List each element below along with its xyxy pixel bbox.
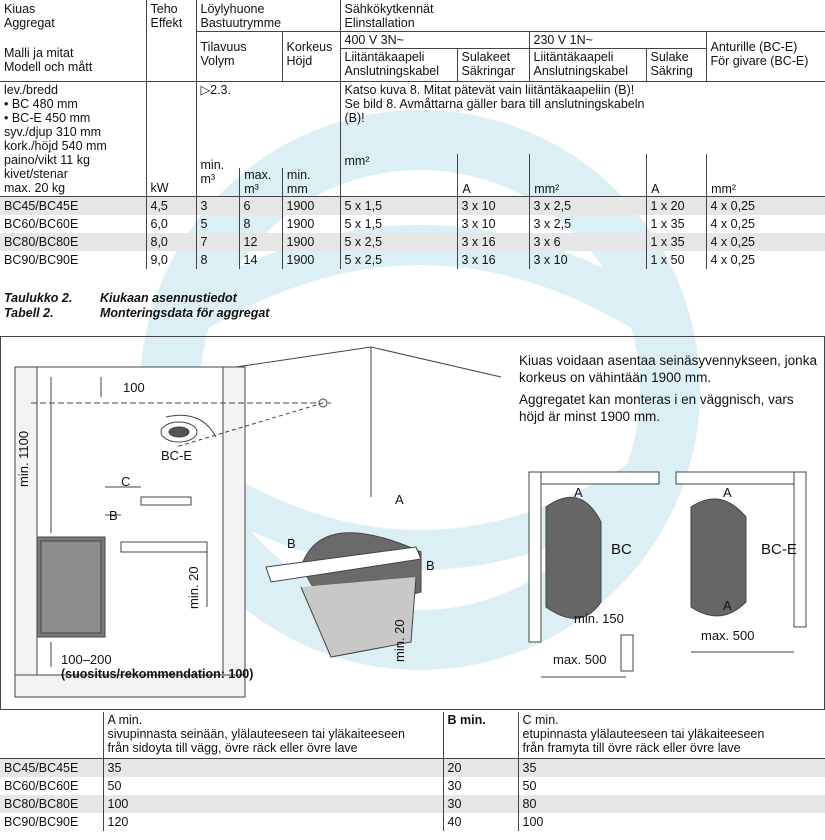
label-min-1100: min. 1100 <box>16 430 31 487</box>
table-cell: 1900 <box>282 251 340 269</box>
model-name-cell: BC60/BC60E <box>4 217 79 231</box>
model-dimensions: lev./bredd • BC 480 mm • BC-E 450 mm syv./djup 310 mm kork./höjd 540 mm paino/vikt 11 kg kivet/stenar max. 20 kg <box>4 83 107 195</box>
caption-fi-label: Taulukko 2. <box>4 291 73 305</box>
unit-vol-max: max. m³ <box>239 168 282 196</box>
table-cell: 4 x 0,25 <box>706 251 825 269</box>
table-row <box>0 795 825 813</box>
header-teho: Teho Effekt <box>150 2 183 30</box>
label-bc: BC <box>611 541 632 558</box>
table-cell: 5 <box>196 215 239 233</box>
label-b-1: B <box>109 508 118 523</box>
table-cell: 3 x 6 <box>529 233 646 251</box>
table-row <box>0 813 825 831</box>
table-row <box>0 197 825 216</box>
caption-sv-label: Tabell 2. <box>4 306 54 320</box>
table-cell: 4 x 0,25 <box>706 197 825 216</box>
model-name-cell: BC80/BC80E <box>0 795 103 813</box>
table-cell: 120 <box>103 813 443 831</box>
table-cell: 6 <box>239 197 282 216</box>
header-korkeus: Korkeus Höjd <box>286 40 333 68</box>
table-cell: 8 <box>196 251 239 269</box>
table-cell: 3 <box>196 197 239 216</box>
unit-height: min. mm <box>282 168 340 196</box>
table-cell: 3 x 10 <box>529 251 646 269</box>
table-cell: 5 x 2,5 <box>340 251 457 269</box>
table-cell: 30 <box>443 795 518 813</box>
table-cell: 50 <box>518 777 825 795</box>
label-bc-e-sensor: BC-E <box>161 448 193 463</box>
table-cell: 14 <box>239 251 282 269</box>
header-kaapeli-400: Liitäntäkaapeli Anslutningskabel <box>344 50 440 78</box>
unit-kw: kW <box>150 181 169 195</box>
model-name-cell: BC60/BC60E <box>4 779 79 793</box>
label-a-3: A <box>723 485 732 500</box>
table-cell: 3 x 16 <box>457 233 529 251</box>
label-bc-e: BC-E <box>761 541 797 558</box>
header-malli: Malli ja mitat Modell och mått <box>4 46 93 74</box>
table-cell: 50 <box>103 777 443 795</box>
unit-fuse-400: A <box>457 154 529 196</box>
table-cell: 1 x 35 <box>646 215 706 233</box>
label-max-500-a: max. 500 <box>553 652 607 667</box>
table-cell: 35 <box>518 759 825 778</box>
label-b-3: B <box>426 558 435 573</box>
table-cell: 12 <box>239 233 282 251</box>
label-min-20-a: min. 20 <box>186 566 201 609</box>
figure-text-fi: Kiuas voidaan asentaa seinäsyvennykseen, jonka korkeus on vähintään 1900 mm. <box>519 353 817 385</box>
table-cell: 9,0 <box>146 251 196 269</box>
label-100: 100 <box>123 380 145 395</box>
table-row <box>0 251 825 269</box>
model-name-cell: BC90/BC90E <box>4 253 79 267</box>
label-c: C <box>121 474 131 489</box>
table-caption <box>4 291 269 321</box>
table-cell: 7 <box>196 233 239 251</box>
table-row <box>0 759 825 778</box>
table-cell: 8,0 <box>146 233 196 251</box>
label-a-2: A <box>574 485 583 500</box>
header-sahko: Sähkökytkennät Elinstallation <box>344 2 434 30</box>
unit-vol-min: min. m³ <box>200 158 225 186</box>
table-cell: 5 x 1,5 <box>340 197 457 216</box>
table-cell: 100 <box>518 813 825 831</box>
cable-note: Katso kuva 8. Mitat pätevät vain liitäntäkaapeliin (B)! Se bild 8. Avmåttarna gäller bara till anslutningskabeln (B)! <box>344 83 645 125</box>
header-kaapeli-230: Liitäntäkaapeli Anslutningskabel <box>533 50 629 78</box>
table-cell: 1900 <box>282 215 340 233</box>
header-sulakkeet-400: Sulakeet Säkringar <box>461 50 515 78</box>
side-elevation <box>15 367 331 697</box>
table-cell: 30 <box>443 777 518 795</box>
table-cell: 40 <box>443 813 518 831</box>
table-cell: 8 <box>239 215 282 233</box>
table-cell: 5 x 1,5 <box>340 215 457 233</box>
header-anturille: Anturille (BC-E) För givare (BC-E) <box>710 40 809 68</box>
header-tilavuus: Tilavuus Volym <box>200 40 247 68</box>
table-row <box>0 233 825 251</box>
caption-sv-text: Monteringsdata för aggregat <box>100 306 270 320</box>
header-400v: 400 V 3N~ <box>344 33 404 47</box>
table-cell: 4,5 <box>146 197 196 216</box>
unit-cable-230: mm² <box>529 154 646 196</box>
header-sulake-230: Sulake Säkring <box>650 50 693 78</box>
label-recommendation: (suositus/rekommendation: 100) <box>61 667 254 681</box>
table-cell: 35 <box>103 759 443 778</box>
header-b-min: B min. <box>447 713 486 727</box>
table-cell: 1 x 35 <box>646 233 706 251</box>
table-row <box>0 777 825 795</box>
unit-sensor: mm² <box>706 154 825 196</box>
table-cell: 4 x 0,25 <box>706 233 825 251</box>
table-row <box>0 215 825 233</box>
label-range: 100–200 <box>61 652 112 667</box>
header-kiuas: Kiuas Aggregat <box>4 2 55 30</box>
label-max-500-b: max. 500 <box>701 628 755 643</box>
header-loyly: Löylyhuone Bastuutrymme <box>200 2 282 30</box>
label-b-2: B <box>287 536 296 551</box>
table-cell: 1900 <box>282 233 340 251</box>
table-cell: 100 <box>103 795 443 813</box>
top-views <box>529 472 806 677</box>
unit-cable-400: mm² <box>344 154 370 168</box>
table-cell: 1 x 50 <box>646 251 706 269</box>
figure-text-sv: Aggregatet kan monteras i en väggnisch, vars höjd är minst 1900 mm. <box>519 392 794 424</box>
header-c-min: C min. etupinnasta ylälauteeseen tai yläkaiteeseen från framyta till övre räck eller övre lave <box>522 713 765 755</box>
label-min-20-b: min. 20 <box>392 619 407 662</box>
table-cell: 5 x 2,5 <box>340 233 457 251</box>
table-cell: 1900 <box>282 197 340 216</box>
reference-link[interactable]: ▷2.3. <box>200 83 231 97</box>
header-230v: 230 V 1N~ <box>533 33 593 47</box>
table-cell: 1 x 20 <box>646 197 706 216</box>
table-cell: 3 x 2,5 <box>529 197 646 216</box>
header-a-min: A min. sivupinnasta seinään, ylälauteeseen tai yläkaiteeseen från sidoyta till vägg, övre räck eller övre lave <box>107 713 405 755</box>
model-name-cell: BC90/BC90E <box>4 815 79 829</box>
model-name-cell: BC45/BC45E <box>0 197 146 216</box>
label-min-150: min. 150 <box>574 611 624 626</box>
clearance-table <box>0 712 825 831</box>
table-cell: 3 x 10 <box>457 215 529 233</box>
table-cell: 20 <box>443 759 518 778</box>
installation-data-table <box>0 0 825 269</box>
table-cell: 3 x 10 <box>457 197 529 216</box>
label-a-4: A <box>723 598 732 613</box>
table-cell: 6,0 <box>146 215 196 233</box>
model-name-cell: BC80/BC80E <box>0 233 146 251</box>
model-name-cell: BC45/BC45E <box>0 759 103 778</box>
table-cell: 3 x 2,5 <box>529 215 646 233</box>
table-cell: 3 x 16 <box>457 251 529 269</box>
unit-fuse-230: A <box>646 154 706 196</box>
caption-fi-text: Kiukaan asennustiedot <box>100 291 237 305</box>
figure-description <box>519 352 819 430</box>
table-cell: 4 x 0,25 <box>706 215 825 233</box>
label-a-1: A <box>395 492 404 507</box>
table-cell: 80 <box>518 795 825 813</box>
